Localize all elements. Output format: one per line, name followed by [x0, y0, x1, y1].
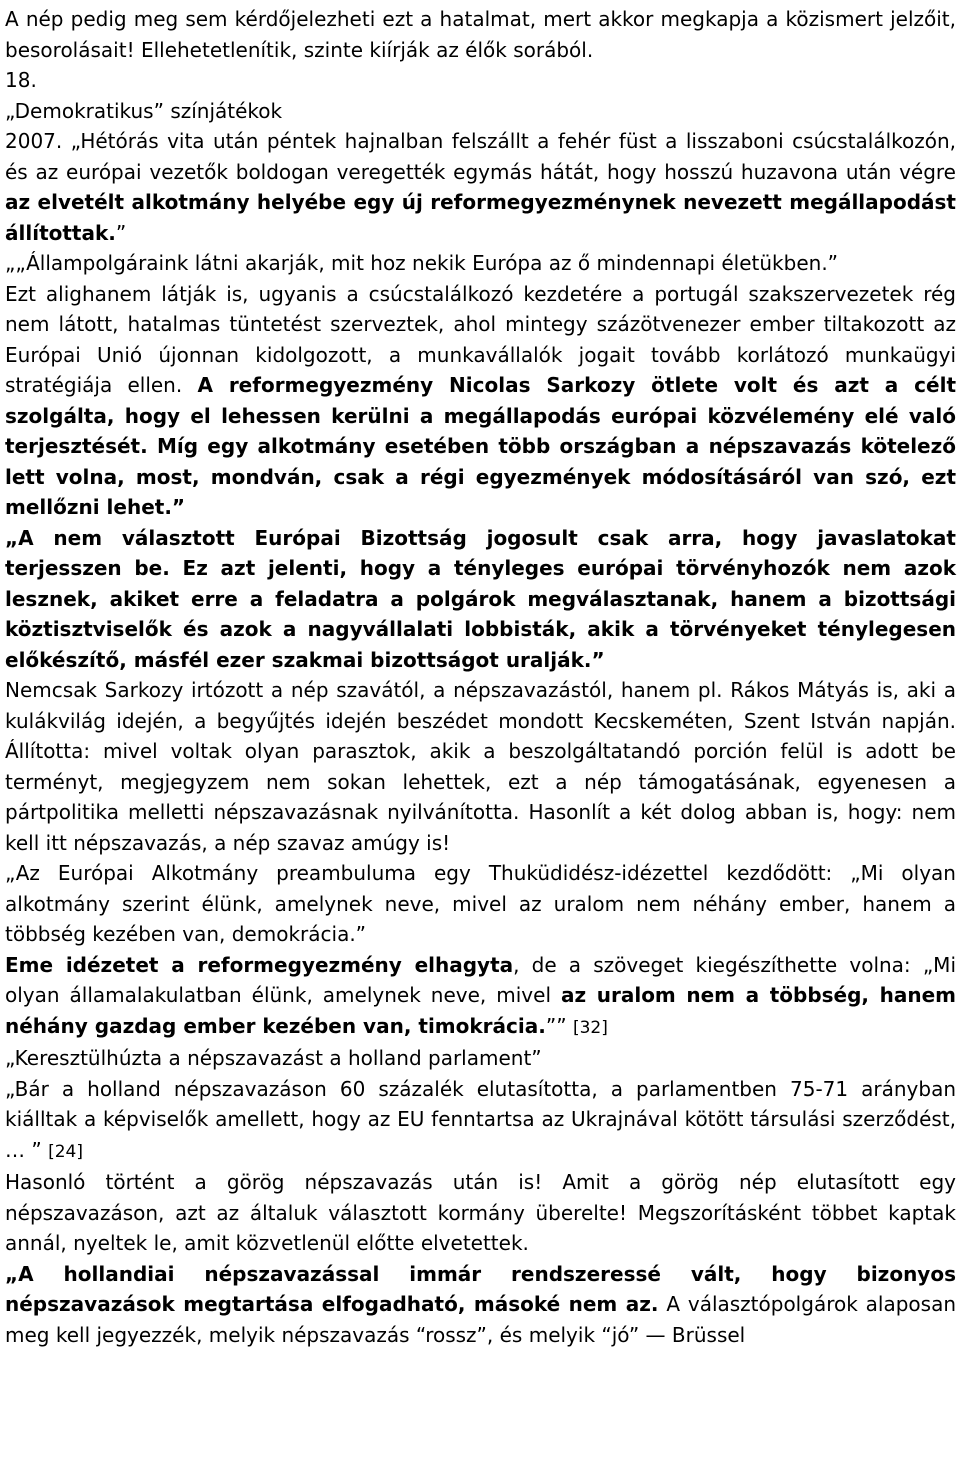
reference-24: [24]	[48, 1141, 83, 1162]
dutch-text: „Bár a holland népszavazáson 60 százalék elutasította, a parlamentben 75-71 arányban kiálltak a képviselők amellett, hogy az EU fenntartsa az Ukrajnával kötött társulási szerződést, … ”	[5, 1076, 956, 1162]
paragraph-intro: A nép pedig meg sem kérdőjelezheti ezt a hatalmat, mert akkor megkapja a közismert jelzőit, besorolásait! Ellehetetlenítik, szinte kiírják az élők sorából.	[5, 7, 956, 62]
lisbon-text: 2007. „Hétórás vita után péntek hajnalban felszállt a fehér füst a lisszaboni csúcstalálkozón, és az európai vezetők boldogan veregették egymás hátát, hogy hosszú huzavona után végre	[5, 129, 956, 184]
paragraph-holland-regular	[5, 1259, 956, 1351]
paragraph-rakos: Nemcsak Sarkozy irtózott a nép szavától, a népszavazástól, hanem pl. Rákos Mátyás is, aki a kulákvilág idején, a begyűjtés idején beszédet mondott Kecskeméten, Szent István napján. Állította: mivel voltak olyan parasztok, akik a beszolgáltatandó porción felül is adott be terményt, megjegyzem nem sokan lehettek, ezt a nép támogatásának, egyenesen a pártpolitika melletti népszavazásnak nyilvánította. Hasonlít a két dolog abban is, hogy: nem kell itt népszavazás, a nép szavaz amúgy is!	[5, 678, 956, 855]
reform-treaty-bold-text: A reformegyezmény Nicolas Sarkozy ötlete volt és azt a célt szolgálta, hogy el lehessen kerülni a megállapodás európai közvélemény elé való terjesztését. Míg egy alkotmány esetében több országban a népszavazás kötelező lett volna, most, mondván, csak a régi egyezmények módosításáról van szó, ezt mellőzni lehet.”	[5, 373, 956, 519]
protest-text: Ezt alighanem látják is, ugyanis a csúcstalálkozó kezdetére a portugál szakszervezetek rég nem látott, hatalmas tüntetést szerveztek, ahol mintegy százötvenezer ember tiltakozott az Európai Unió újonnan kidolgozott, a munkavállalók jogait tovább korlátozó munkaügyi stratégiája ellen.	[5, 281, 956, 397]
paragraph-lisbon-summit	[5, 126, 956, 248]
paragraph-timocracy	[5, 950, 956, 1044]
holland-bold-text: „A hollandiai népszavazással immár rendszeressé vált, hogy bizonyos népszavazások megtartása elfogadható, másoké nem az.	[5, 1261, 956, 1316]
paragraph-dutch-referendum	[5, 1074, 956, 1168]
section-number: 18.	[5, 68, 37, 92]
paragraph-greek-referendum: Hasonló történt a görög népszavazás után is! Amit a görög nép elutasított egy népszavazáson, azt az általuk választott kormány überelte! Megszorításként többet kaptak annál, nyeltek le, amit közvetlenül előtte elvetettek.	[5, 1170, 956, 1255]
closing-quote: ”	[115, 220, 127, 245]
quote-removed-bold-text: Eme idézetet a reformegyezmény elhagyta	[5, 952, 514, 977]
reference-32: [32]	[572, 1017, 608, 1038]
paragraph-preamble: „Az Európai Alkotmány preambuluma egy Thuküdidész-idézettel kezdődött: „Mi olyan alkotmány szerint élünk, amelynek neve, mivel az uralom nem néhány ember, hanem a többség kezében van, demokrácia.”	[5, 861, 956, 946]
paragraph-dutch-headline: „Keresztülhúzta a népszavazást a holland parlament”	[5, 1046, 542, 1070]
section-heading: „Demokratikus” színjátékok	[5, 98, 283, 123]
paragraph-commission	[5, 523, 956, 676]
lisbon-bold-text: az elvetélt alkotmány helyébe egy új reformegyezménynek nevezett megállapodást állítottak.	[5, 190, 956, 245]
lawmakers-bold-text: Ez azt jelenti, hogy a tényleges európai törvényhozók nem azok lesznek, akiket erre a feladatra a polgárok megválasztanak, hanem a bizottsági köztisztviselők és azok a nagyvállalati lobbisták, akik a törvényeket ténylegesen előkészítő, másfél ezer szakmai bizottságot uralják.”	[5, 556, 956, 672]
paragraph-citizens-quote: „„Állampolgáraink látni akarják, mit hoz nekik Európa az ő mindennapi életükben.”	[5, 251, 839, 275]
commission-bold-text: „A nem választott Európai Bizottság jogosult csak arra, hogy javaslatokat terjesszen be.	[5, 525, 956, 580]
paragraph-portuguese-protest	[5, 279, 956, 523]
closing-quotes: ””	[545, 1013, 573, 1038]
voters-text: A választópolgárok alaposan meg kell jegyezzék, melyik népszavazás “rossz”, és melyik “jó” — Brüssel	[5, 1292, 956, 1347]
timocracy-bold-text: az uralom nem a többség, hanem néhány gazdag ember kezében van, timokrácia.	[5, 983, 956, 1038]
supplement-text: , de a szöveget kiegészíthette volna: „Mi olyan államalakulatban élünk, amelynek neve, mivel	[5, 952, 956, 1007]
